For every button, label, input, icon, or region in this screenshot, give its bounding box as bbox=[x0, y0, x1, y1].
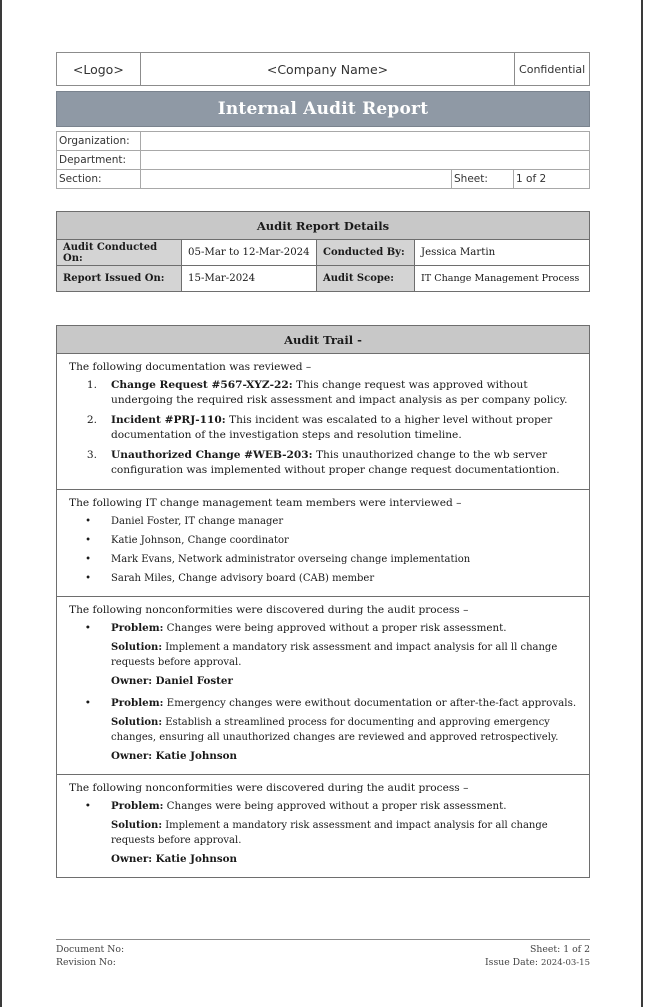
revision-no: Revision No: bbox=[56, 957, 116, 968]
nonconformities-section-1 bbox=[57, 597, 589, 775]
company-name: <Company Name> bbox=[141, 53, 516, 85]
solution-text: Implement a mandatory risk assessment and impact analysis for all ll change requests before approval. bbox=[111, 642, 558, 668]
issue-date-value: 2024-03-15 bbox=[540, 958, 590, 968]
footer-sheet: Sheet: 1 of 2 bbox=[530, 944, 590, 955]
solution-label: Solution: bbox=[111, 642, 163, 653]
item-text: This incident was escalated to a higher level without proper documentation of the investigation steps and resolution timeline. bbox=[111, 414, 553, 441]
interviews-intro: The following IT change management team members were interviewed – bbox=[69, 497, 462, 509]
issued-on-label: Report Issued On: bbox=[57, 266, 182, 292]
problem-label: Problem: bbox=[111, 800, 164, 812]
documentation-list bbox=[69, 378, 581, 478]
interviewee: Mark Evans, Network administrator overseing change implementation bbox=[111, 554, 471, 565]
audit-trail-heading: Audit Trail - bbox=[57, 326, 589, 354]
list-item bbox=[69, 413, 581, 443]
audit-trail bbox=[56, 325, 590, 878]
sheet-label: Sheet: bbox=[452, 170, 514, 189]
item-number: 2. bbox=[86, 414, 97, 426]
bullet-icon: • bbox=[84, 800, 91, 812]
issue-date bbox=[485, 956, 590, 970]
interviewees-list bbox=[69, 514, 581, 586]
page-footer bbox=[56, 939, 590, 970]
item-title: Change Request #567-XYZ-22: bbox=[111, 379, 293, 391]
nonconformity-item bbox=[69, 696, 581, 768]
header-table bbox=[56, 52, 590, 86]
nonconformities-intro: The following nonconformities were discovered during the audit process – bbox=[69, 604, 469, 616]
nonconformities-intro: The following nonconformities were discovered during the audit process – bbox=[69, 782, 469, 794]
nonconformity-item bbox=[69, 799, 581, 871]
section-field[interactable] bbox=[141, 170, 452, 189]
owner: Owner: Katie Johnson bbox=[111, 750, 237, 762]
audit-scope-value: IT Change Management Process bbox=[415, 266, 590, 292]
conducted-on-value: 05-Mar to 12-Mar-2024 bbox=[182, 240, 317, 266]
bullet-icon: • bbox=[85, 554, 91, 565]
interviewee: Daniel Foster, IT change manager bbox=[111, 516, 284, 527]
page-edge-right bbox=[641, 0, 643, 1007]
problem-text: Emergency changes were ewithout documentation or after-the-fact approvals. bbox=[163, 697, 577, 709]
confidential-label: Confidential bbox=[519, 62, 586, 76]
organization-label: Organization: bbox=[57, 132, 141, 151]
problem-label: Problem: bbox=[111, 622, 164, 634]
item-text: This unauthorized change to the wb server configuration was implemented without proper change request documentationtion. bbox=[111, 449, 560, 476]
solution-label: Solution: bbox=[111, 820, 163, 831]
bullet-icon: • bbox=[84, 622, 91, 634]
item-number: 1. bbox=[86, 379, 97, 391]
list-item bbox=[69, 533, 581, 548]
bullet-icon: • bbox=[85, 573, 91, 584]
list-item bbox=[69, 378, 581, 408]
problem-text: Changes were being approved without a proper risk assessment. bbox=[163, 622, 507, 634]
logo-placeholder: <Logo> bbox=[57, 53, 141, 85]
owner: Owner: Daniel Foster bbox=[111, 675, 233, 687]
document-no: Document No: bbox=[56, 944, 125, 955]
solution-label: Solution: bbox=[111, 717, 163, 728]
item-text: This change request was approved without undergoing the required risk assessment and impact analysis as per company policy. bbox=[111, 379, 568, 406]
bullet-icon: • bbox=[84, 697, 91, 709]
conducted-by-value: Jessica Martin bbox=[415, 240, 590, 266]
owner: Owner: Katie Johnson bbox=[111, 853, 237, 865]
conducted-by-label: Conducted By: bbox=[317, 240, 415, 266]
nonconformities-section-2 bbox=[57, 775, 589, 877]
bullet-icon: • bbox=[85, 516, 91, 527]
interviewee: Katie Johnson, Change coordinator bbox=[111, 535, 289, 546]
issue-date-label: Issue Date: bbox=[485, 957, 541, 968]
sheet-value: 1 of 2 bbox=[514, 170, 590, 189]
page-edge-left bbox=[0, 0, 2, 1007]
list-item bbox=[69, 571, 581, 586]
solution-text: Establish a streamlined process for documenting and approving emergency changes, ensuring all unauthorized changes are reviewed and approved retrospectively. bbox=[111, 717, 559, 743]
issued-on-value: 15-Mar-2024 bbox=[182, 266, 317, 292]
department-field[interactable] bbox=[141, 151, 590, 170]
list-item bbox=[69, 552, 581, 567]
documentation-intro: The following documentation was reviewed – bbox=[69, 361, 312, 373]
list-item bbox=[69, 448, 581, 478]
interviewee: Sarah Miles, Change advisory board (CAB) member bbox=[111, 573, 375, 584]
report-title: Internal Audit Report bbox=[56, 91, 590, 127]
conducted-on-label: Audit Conducted On: bbox=[57, 240, 182, 266]
list-item bbox=[69, 514, 581, 529]
bullet-icon: • bbox=[85, 535, 91, 546]
item-title: Incident #PRJ-110: bbox=[111, 414, 226, 426]
audit-scope-label: Audit Scope: bbox=[317, 266, 415, 292]
audit-details-heading: Audit Report Details bbox=[57, 212, 590, 240]
solution-text: Implement a mandatory risk assessment and impact analysis for all change requests before approval. bbox=[111, 820, 548, 846]
interviews-section bbox=[57, 490, 589, 597]
department-label: Department: bbox=[57, 151, 141, 170]
nonconformity-item bbox=[69, 621, 581, 693]
item-title: Unauthorized Change #WEB-203: bbox=[111, 449, 313, 461]
org-info-table bbox=[56, 131, 590, 189]
problem-label: Problem: bbox=[111, 697, 164, 709]
organization-field[interactable] bbox=[141, 132, 590, 151]
problem-text: Changes were being approved without a proper risk assessment. bbox=[163, 800, 507, 812]
audit-details-table bbox=[56, 211, 590, 292]
item-number: 3. bbox=[86, 449, 97, 461]
documentation-section bbox=[57, 354, 589, 490]
section-label: Section: bbox=[57, 170, 141, 189]
